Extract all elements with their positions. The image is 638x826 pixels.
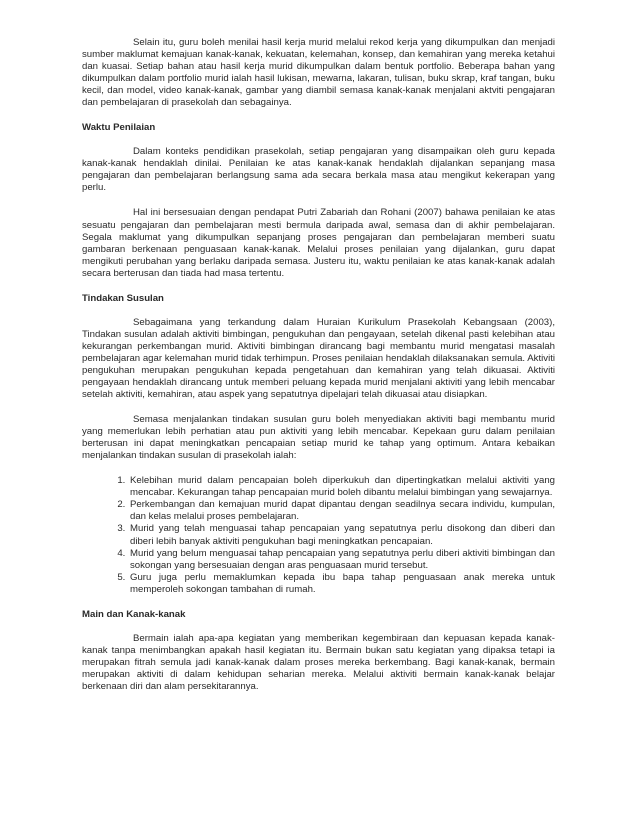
paragraph: Sebagaimana yang terkandung dalam Huraian Kurikulum Prasekolah Kebangsaan (2003), Tindakan susulan adalah aktiviti bimbingan, pengukuhan dan pengayaan, setelah dikenal pasti kelebihan atau kekurangan perkembangan murid. Aktiviti bimbingan dirancang bagi membantu murid mengatasi masalah pembelajaran agar kelemahan murid tidak terhimpun. Proses penilaian hendaklah dilaksanakan semula. Aktiviti pengukuhan merupakan pengukuhan kepada pengetahuan dan kemahiran yang telah dikuasai. Aktiviti pengayaan hendaklah dirancang untuk memberi peluang kepada murid menjalani aktiviti yang lebih mencabar setelah aktiviti, kemahiran, atau aspek yang sepatutnya dipelajari telah dikuasai atau disiapkan. (82, 316, 555, 401)
list-item: 1. Kelebihan murid dalam pencapaian boleh diperkukuh dan dipertingkatkan melalui aktiviti yang mencabar. Kekurangan tahap pencapaian murid boleh dibantu melalui bimbingan yang sewajarnya. (128, 475, 555, 499)
list-item: 4. Murid yang belum menguasai tahap pencapaian yang sepatutnya perlu diberi aktiviti bimbingan dan sokongan yang bersesuaian dengan aras penguasaan murid tersebut. (128, 548, 555, 572)
section-heading-main-dan-kanak-kanak: Main dan Kanak-kanak (82, 608, 186, 620)
section-heading-waktu-penilaian: Waktu Penilaian (82, 122, 156, 134)
section-heading-tindakan-susulan: Tindakan Susulan (82, 292, 164, 304)
intro-paragraph: Selain itu, guru boleh menilai hasil kerja murid melalui rekod kerja yang dikumpulkan dan menjadi sumber maklumat kemajuan kanak-kanak, kekuatan, kelemahan, konsep, dan kemahiran yang mereka ketahui dan kuasai. Setiap bahan atau hasil kerja murid dikumpulkan dalam bentuk portfolio. Beberapa bahan yang dikumpulkan dalam portfolio murid ialah hasil lukisan, mewarna, lakaran, tulisan, buku skrap, kraf tangan, buku kecil, dan model, video kanak-kanak, gambar yang diambil semasa kanak-kanak menjalani aktviti pengajaran dan pembelajaran di prasekolah dan sebagainya. (82, 37, 555, 109)
paragraph: Bermain ialah apa-apa kegiatan yang memberikan kegembiraan dan kepuasan kepada kanak-kanak tanpa menimbangkan apakah hasil kegiatan itu. Bermain bukan satu kegiatan yang dipaksa tetapi ia merupakan fitrah semula jadi kanak-kanak dalam proses mereka berkembang. Bagi kanak-kanak, bermain merupakan aktiviti di dalam kehidupan seharian mereka. Melalui aktiviti bermain kanak-kanak belajar berkenaan diri dan alam persekitarannya. (82, 632, 555, 692)
list-item: 5. Guru juga perlu memaklumkan kepada ibu bapa tahap penguasaan anak mereka untuk memperoleh sokongan tambahan di rumah. (128, 572, 555, 596)
list-item: 2. Perkembangan dan kemajuan murid dapat dipantau dengan seadilnya secara individu, kumpulan, dan kelas melalui proses pembelajaran. (128, 499, 555, 523)
benefits-list (82, 475, 555, 595)
list-item: 3. Murid yang telah menguasai tahap pencapaian yang sepatutnya perlu disokong dan diberi dan diberi lebih banyak aktiviti pengukuhan bagi meningkatkan pencapaian. (128, 523, 555, 547)
paragraph: Semasa menjalankan tindakan susulan guru boleh menyediakan aktiviti bagi membantu murid yang memerlukan lebih perhatian atau pun aktiviti yang lebih mencabar. Kepekaan guru dalam penilaian berterusan ini dapat meningkatkan pencapaian setiap murid ke tahap yang optimum. Antara kebaikan menjalankan tindakan susulan di prasekolah ialah: (82, 414, 555, 462)
paragraph: Dalam konteks pendidikan prasekolah, setiap pengajaran yang disampaikan oleh guru kepada kanak-kanak hendaklah dinilai. Penilaian ke atas kanak-kanak hendaklah dijalankan sepanjang masa pengajaran dan pembelajaran berlangsung sama ada secara berkala masa atau mengikut kekerapan yang perlu. (82, 146, 555, 194)
paragraph: Hal ini bersesuaian dengan pendapat Putri Zabariah dan Rohani (2007) bahawa penilaian ke atas sesuatu pengajaran dan pembelajaran mesti bermula daripada awal, semasa dan di akhir pembelajaran. Segala maklumat yang dikumpulkan sepanjang proses pengajaran dan pembelajaran memberi suatu gambaran berkenaan penguasaan kanak-kanak. Melalui proses penilaian yang dijalankan, guru dapat mengikuti perubahan yang berlaku daripada semasa. Justeru itu, waktu penilaian ke atas kanak-kanak adalah secara berterusan dan tiada had masa tertentu. (82, 207, 555, 279)
